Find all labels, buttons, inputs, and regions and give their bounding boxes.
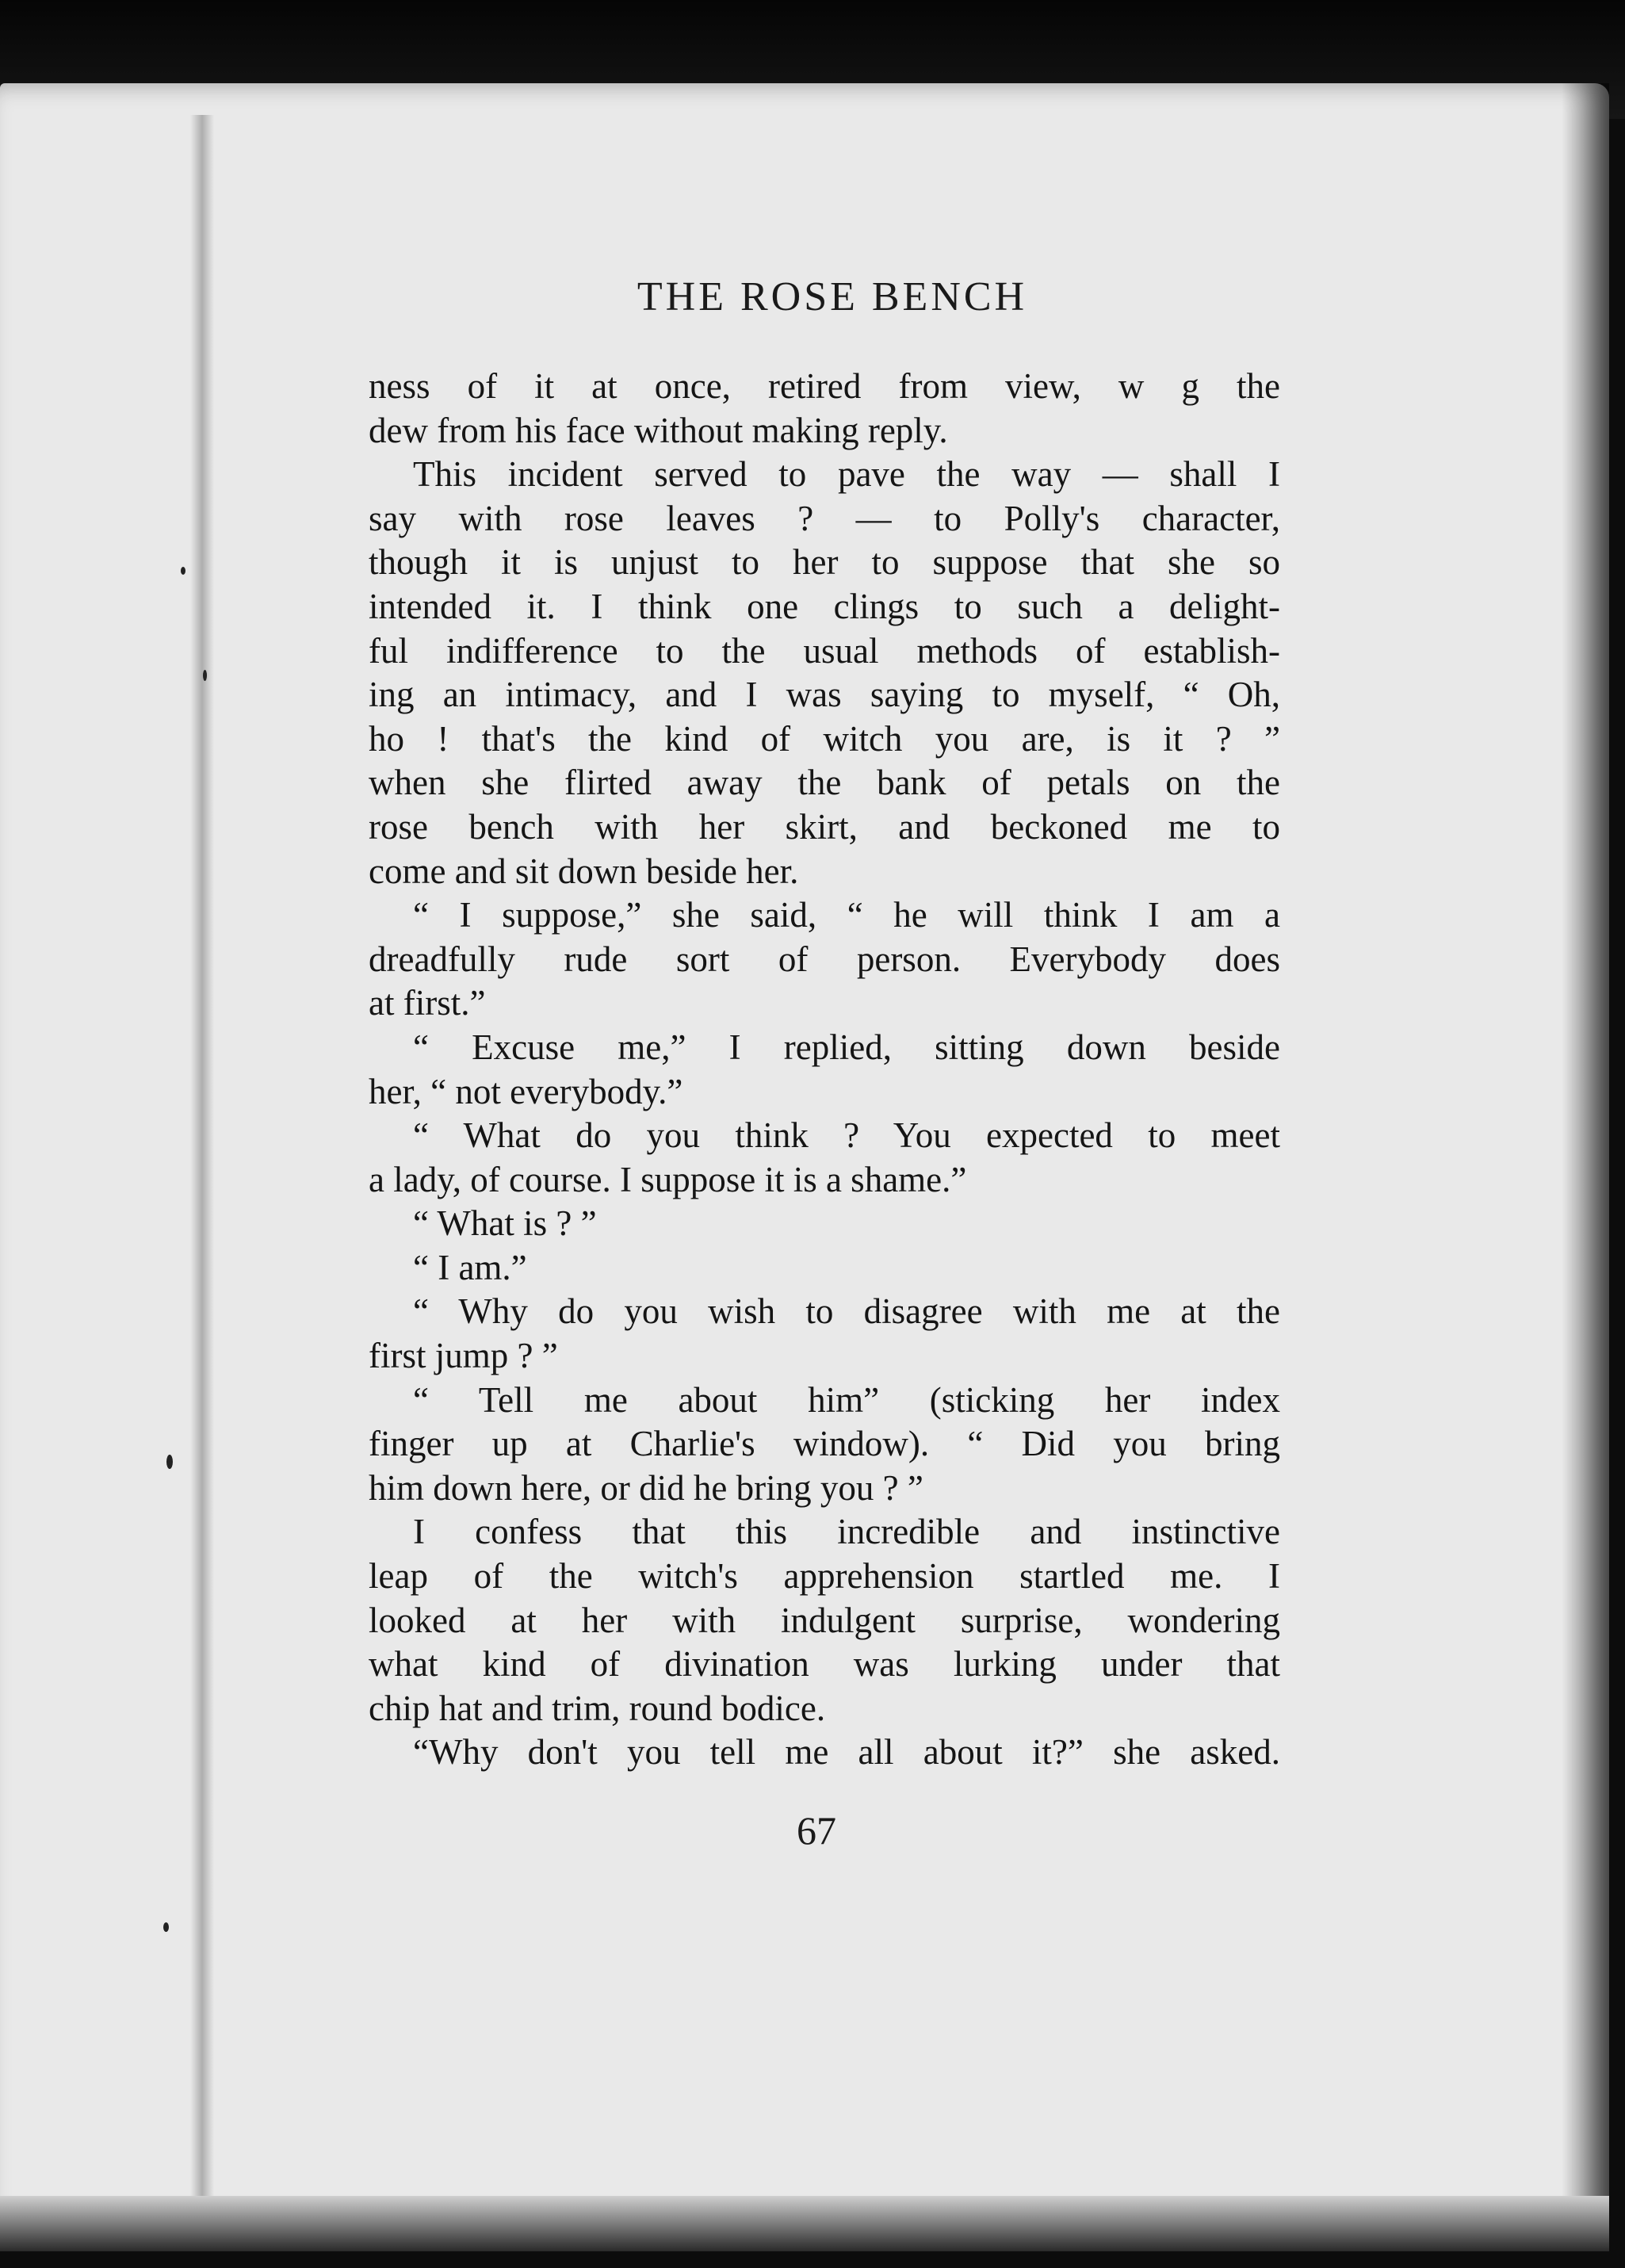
text-line: her, “ not everybody.” xyxy=(369,1071,683,1111)
text-line: “ What do you think ? You expected to meet xyxy=(413,1115,1280,1156)
text-line: at first.” xyxy=(369,983,486,1023)
text-line: “ What is ? ” xyxy=(413,1203,597,1244)
text-line: intended it. I think one clings to such a delight- xyxy=(369,586,1280,626)
text-line: looked at her with indulgent surprise, wondering xyxy=(369,1600,1280,1640)
body-text xyxy=(369,365,1280,1775)
text-line: first jump ? ” xyxy=(369,1336,558,1376)
text-line: dew from his face without making reply. xyxy=(369,410,948,450)
text-line: This incident served to pave the way — shall I xyxy=(413,454,1280,495)
text-line: “ Tell me about him” (sticking her index xyxy=(413,1379,1280,1420)
text-line: ing an intimacy, and I was saying to myself, “ Oh, xyxy=(369,675,1280,715)
text-line: leap of the witch's apprehension startled me. I xyxy=(369,1556,1280,1597)
text-line: dreadfully rude sort of person. Everybody does xyxy=(369,939,1280,979)
text-line: rose bench with her skirt, and beckoned me to xyxy=(369,806,1280,847)
text-line: “ I suppose,” she said, “ he will think I am a xyxy=(413,895,1280,935)
text-line: finger up at Charlie's window). “ Did you bring xyxy=(369,1424,1280,1464)
ink-speck xyxy=(163,1922,169,1932)
text-line: chip hat and trim, round bodice. xyxy=(369,1688,826,1728)
page-number: 67 xyxy=(797,1808,836,1853)
text-line: though it is unjust to her to suppose that she so xyxy=(369,542,1280,583)
page-bottom-edge xyxy=(0,2196,1609,2251)
text-line: ful indifference to the usual methods of establish- xyxy=(369,630,1280,671)
text-line: “ I am.” xyxy=(413,1247,527,1287)
text-line: “ Why do you wish to disagree with me at the xyxy=(413,1291,1280,1332)
ink-speck xyxy=(203,670,207,681)
ink-speck xyxy=(181,567,185,575)
text-line: when she flirted away the bank of petals on the xyxy=(369,763,1280,803)
text-line: say with rose leaves ? — to Polly's character, xyxy=(369,498,1280,538)
text-line: ho ! that's the kind of witch you are, is it ? ” xyxy=(369,718,1280,759)
text-line: a lady, of course. I suppose it is a shame.” xyxy=(369,1159,967,1199)
text-line: I confess that this incredible and instinctive xyxy=(413,1512,1280,1552)
text-line: “Why don't you tell me all about it?” she asked. xyxy=(413,1732,1280,1773)
text-line: “ Excuse me,” I replied, sitting down beside xyxy=(413,1027,1280,1067)
page-gutter-shadow xyxy=(190,115,214,2216)
text-line: ness of it at once, retired from view, w g the xyxy=(369,366,1280,406)
ink-speck xyxy=(166,1455,173,1469)
text-line: come and sit down beside her. xyxy=(369,851,799,891)
running-head: THE ROSE BENCH xyxy=(637,274,1028,319)
text-line: him down here, or did he bring you ? ” xyxy=(369,1467,923,1508)
text-line: what kind of divination was lurking under that xyxy=(369,1644,1280,1685)
